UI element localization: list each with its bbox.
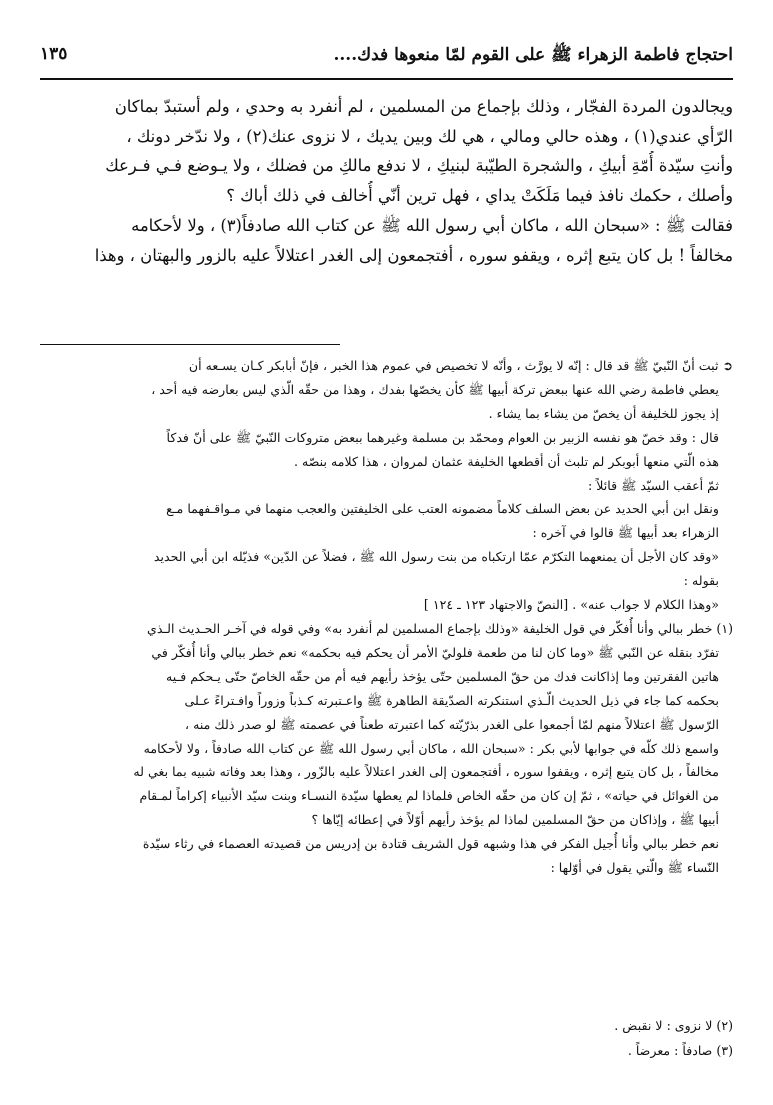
note-line: ونقل ابن أبي الحديد عن بعض السلف كلاماً مضمونه العتب على الخليفتين والعجب منهما في مـواقـفهما مـع: [166, 501, 719, 517]
note-line: نعم خطر ببالي وأنا أُجيل الفكر في هذا وشبهه قول الشريف قتادة بن إدريس من قصيدته العصماء في رثاء سيّدة: [142, 836, 719, 852]
main-line: وأنتِ سيّدة أُمّةِ أبيكِ ، والشجرة الطيّبة لبنيكِ ، لا ندفع مالكِ من فضلك ، ولا يـوضع فـي فـرعك: [105, 156, 733, 176]
main-line: ويجالدون المردة الفجّار ، وذلك بإجماع من المسلمين ، لم أنفرد به وحدي ، ولم أستبدّ بماكان: [114, 97, 733, 116]
note-line: «وهذا الكلام لا جواب عنه» . [النصّ والاجتهاد ١٢٣ ـ ١٢٤ ]: [423, 597, 719, 613]
note-line: «وقد كان الأجل أن يمنعهما التكرّم عمّا ارتكباه من بنت رسول الله ﷺ ، فضلاً عن الدّين» فذيّله ابن أبي الحديد: [153, 549, 719, 565]
note-line: واسمع ذلك كلّه في جوابها لأبي بكر : «سبحان الله ، ماكان أبي رسول الله ﷺ عن كتاب الله صادفاً ، ولا لأحكامه: [143, 740, 719, 756]
note-line: أبيها ﷺ ، وإذاكان من حقّ المسلمين لماذا لم يؤخذ رأيهم أوّلاً في إعطائه إيّاها ؟: [311, 812, 719, 828]
footnotes: [40, 1013, 733, 1063]
note-line: بقوله :: [683, 573, 719, 589]
footnote-2: (٢) لا نزوى : لا نقبض .: [614, 1018, 733, 1033]
commentary-notes: [40, 354, 733, 880]
main-text: [40, 92, 733, 270]
footnote-3: (٣) صادفاً : معرضاً .: [627, 1043, 733, 1058]
note-line: هذه الّتي منعها أبوبكر لم تلبث أن أقطعها الخليفة عثمان لمروان ، هذا كلامه بنصّه .: [293, 453, 719, 469]
main-line: فقالت ﷺ : «سبحان الله ، ماكان أبي رسول الله ﷺ عن كتاب الله صادفاً(٣) ، ولا لأحكامه: [131, 215, 733, 235]
note-line: بحكمه كما جاء في ذيل الحديث الّـذي استنكرته الصدّيقة الطاهرة ﷺ واعـتبرته كـذباً وزوراً وافـتراءً عـلى: [184, 692, 719, 708]
main-line: مخالفاً ! بل كان يتبع إثره ، ويقفو سوره ، أفتجمعون إلى الغدر اعتلالاً عليه بالزور والبهتان ، وهذا: [94, 245, 733, 265]
header-title: احتجاج فاطمة الزهراء ﷺ على القوم لمّا منعوها فدك....: [333, 45, 733, 65]
note-line: ثمّ أعقب السيّد ﷺ قائلاً :: [588, 477, 719, 493]
note-line: من الغوائل في حياته» ، ثمّ إن كان من حقّه الخاص فلماذا لم يعطها سيّدة النسـاء وبنت سيّد الأنبياء إكراماً لمـقام: [139, 788, 719, 804]
page-number: ١٣٥: [40, 44, 68, 64]
note-line: قال : وقد خصّ هو نفسه الزبير بن العوام ومحمّد بن مسلمة وغيرهما ببعض متروكات النّبيّ ﷺ على أنّ فدكاً: [166, 429, 719, 445]
note-line: مخالفاً ، بل كان يتبع إثره ، ويقفوا سوره ، أفتجمعون إلى الغدر اعتلالاً عليه بالزّور ، وهذا بعد وفاته شبيه بما بغي له: [133, 764, 719, 780]
footnote-divider: [40, 344, 340, 345]
main-line: الرّأي عندي(١) ، وهذه حالي ومالي ، هي لك وبين يديك ، لا نزوى عنك(٢) ، ولا ندّخر دونك ،: [126, 126, 733, 146]
note-line: إذ يجوز للخليفة أن يخصّ من يشاء بما يشاء .: [488, 405, 719, 421]
note-line: الزهراء بعد أبيها ﷺ قالوا في آخره :: [532, 525, 719, 541]
running-header: [40, 44, 733, 80]
footnote-1-line: (١) خطر ببالي وأنا أُفكّر في قول الخليفة «وذلك بإجماع المسلمين لم أنفرد به» وفي قوله في آخـر الحـديث الـذي: [147, 620, 733, 636]
note-line: الرّسول ﷺ اعتلالاً منهم لمّا أجمعوا على الغدر بذرّيّته كما اعتبرته طعناً في عصمته ﷺ لو صدر ذلك منه ،: [185, 716, 719, 732]
note-line: ➲ ثبت أنّ النّبيّ ﷺ قد قال : إنّه لا يورَّث ، وأنّه لا تخصيص في عموم هذا الخبر ، فإنّ أبابكر كـان يسـعه أن: [188, 358, 733, 373]
note-line: هاتين الفقرتين وما إذاكانت فدك من حقّ المسلمين حتّى يؤخذ رأيهم فيه أم من حقّه الخاصّ حتّى يـحكم فـيه: [165, 668, 719, 684]
main-line: وأصلك ، حكمك نافذ فيما مَلَكَتْ يداي ، فهل ترين أنّي أُخالف في ذلك أباك ؟: [226, 186, 733, 206]
note-line: تفرّد بنقله عن النّبي ﷺ «وما كان لنا من طعمة فلوليّ الأمر أن يحكم فيه بحكمه» نعم خطر ببالي وأنا أُفكّر في: [151, 644, 719, 660]
note-line: النّساء ﷺ والّتي يقول في أوّلها :: [550, 860, 719, 876]
note-line: يعطي فاطمة رضي الله عنها ببعض تركة أبيها ﷺ كأن يخصّها بفدك ، وهذا من حقّه الّذي ليس بعارضه فيه أحد ،: [151, 381, 719, 397]
